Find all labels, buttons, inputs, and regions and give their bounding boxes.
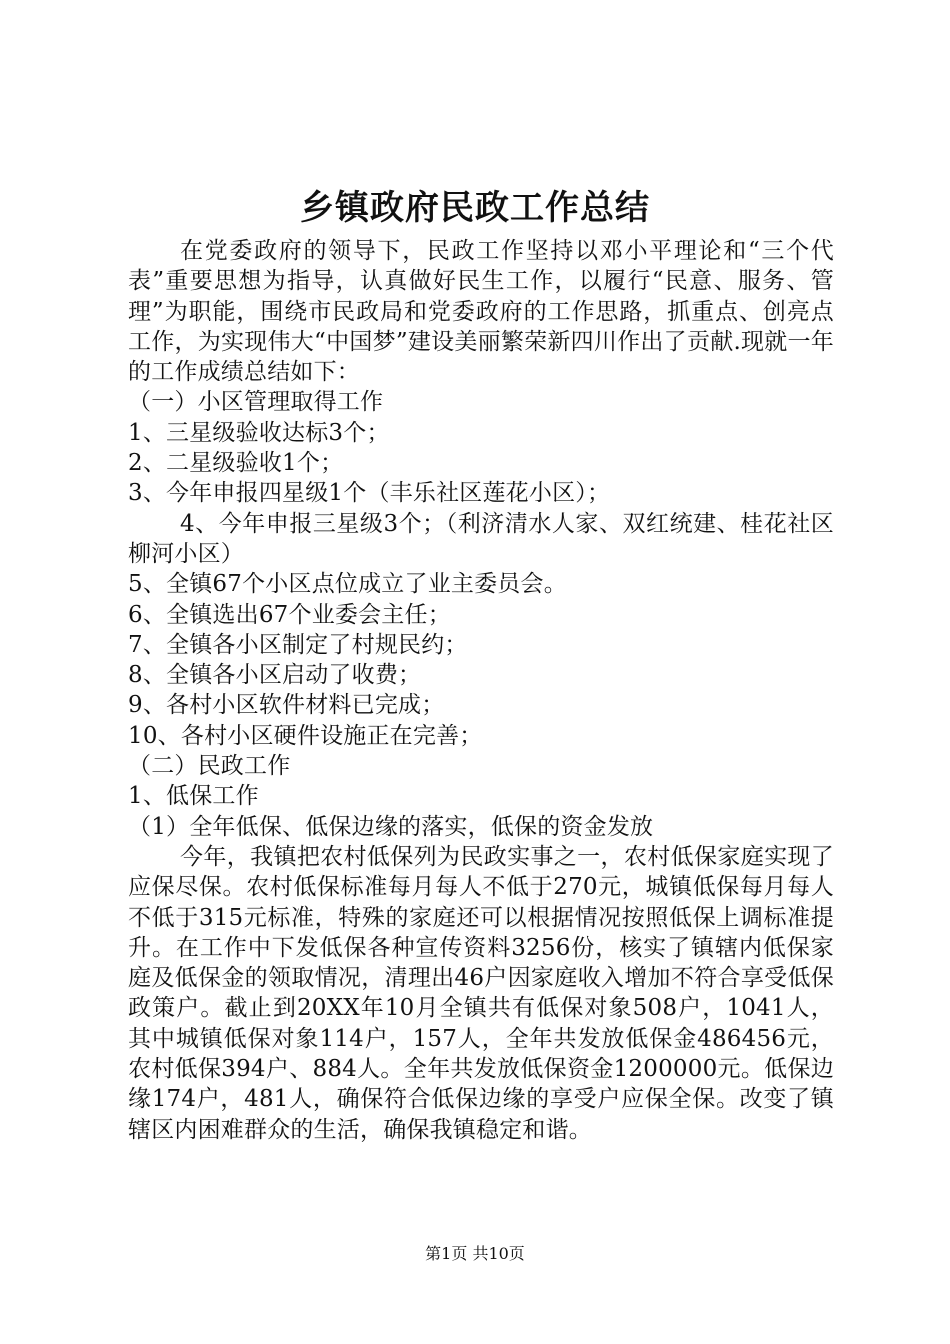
list-item: 1、三星级验收达标3个；: [128, 419, 390, 446]
subsubsection-heading: （1）全年低保、低保边缘的落实，低保的资金发放: [128, 813, 654, 840]
intro-paragraph: 在党委政府的领导下，民政工作坚持以邓小平理论和“三个代表”重要思想为指导，认真做好民生工作，以履行“民意、服务、管理”为职能，围绕市民政局和党委政府的工作思路，抓重点、创亮点工作，为实现伟大“中国梦”建设美丽繁荣新四川作出了贡献.现就一年的工作成绩总结如下：: [128, 238, 834, 386]
list-item: 9、各村小区软件材料已完成；: [128, 692, 445, 719]
page-footer: 第1页 共10页: [425, 1244, 525, 1263]
list-item: 8、全镇各小区启动了收费；: [128, 662, 422, 689]
section-heading-1: （一）小区管理取得工作: [128, 389, 384, 416]
list-item: 4、今年申报三星级3个；（利济清水人家、双红统建、桂花社区柳河小区）: [128, 510, 834, 567]
list-item: 7、全镇各小区制定了村规民约；: [128, 631, 468, 658]
subsection-heading: 1、低保工作: [128, 783, 259, 810]
list-item: 3、今年申报四星级1个（丰乐社区莲花小区）；: [128, 480, 611, 507]
body-paragraph: 今年，我镇把农村低保列为民政实事之一，农村低保家庭实现了应保尽保。农村低保标准每月每人不低于270元，城镇低保每月每人不低于315元标准，特殊的家庭还可以根据情况按照低保上调标准提升。在工作中下发低保各种宣传资料3256份，核实了镇辖内低保家庭及低保金的领取情况，清理出46户因家庭收入增加不符合享受低保政策户。截止到20XX年10月全镇共有低保对象508户，1041人，其中城镇低保对象114户，157人，全年共发放低保金486456元，农村低保394户、884人。全年共发放低保资金1200000元。低保边缘174户，481人，确保符合低保边缘的享受户应保全保。改变了镇辖区内困难群众的生活，确保我镇稳定和谐。: [128, 843, 834, 1143]
list-item: 5、全镇67个小区点位成立了业主委员会。: [128, 571, 567, 598]
list-item: 10、各村小区硬件设施正在完善；: [128, 722, 483, 749]
document-title: 乡镇政府民政工作总结: [300, 188, 650, 228]
section-heading-2: （二）民政工作: [128, 753, 291, 780]
list-item: 6、全镇选出67个业委会主任；: [128, 601, 451, 628]
document-body: [128, 236, 834, 1145]
list-item: 2、二星级验收1个；: [128, 450, 344, 477]
